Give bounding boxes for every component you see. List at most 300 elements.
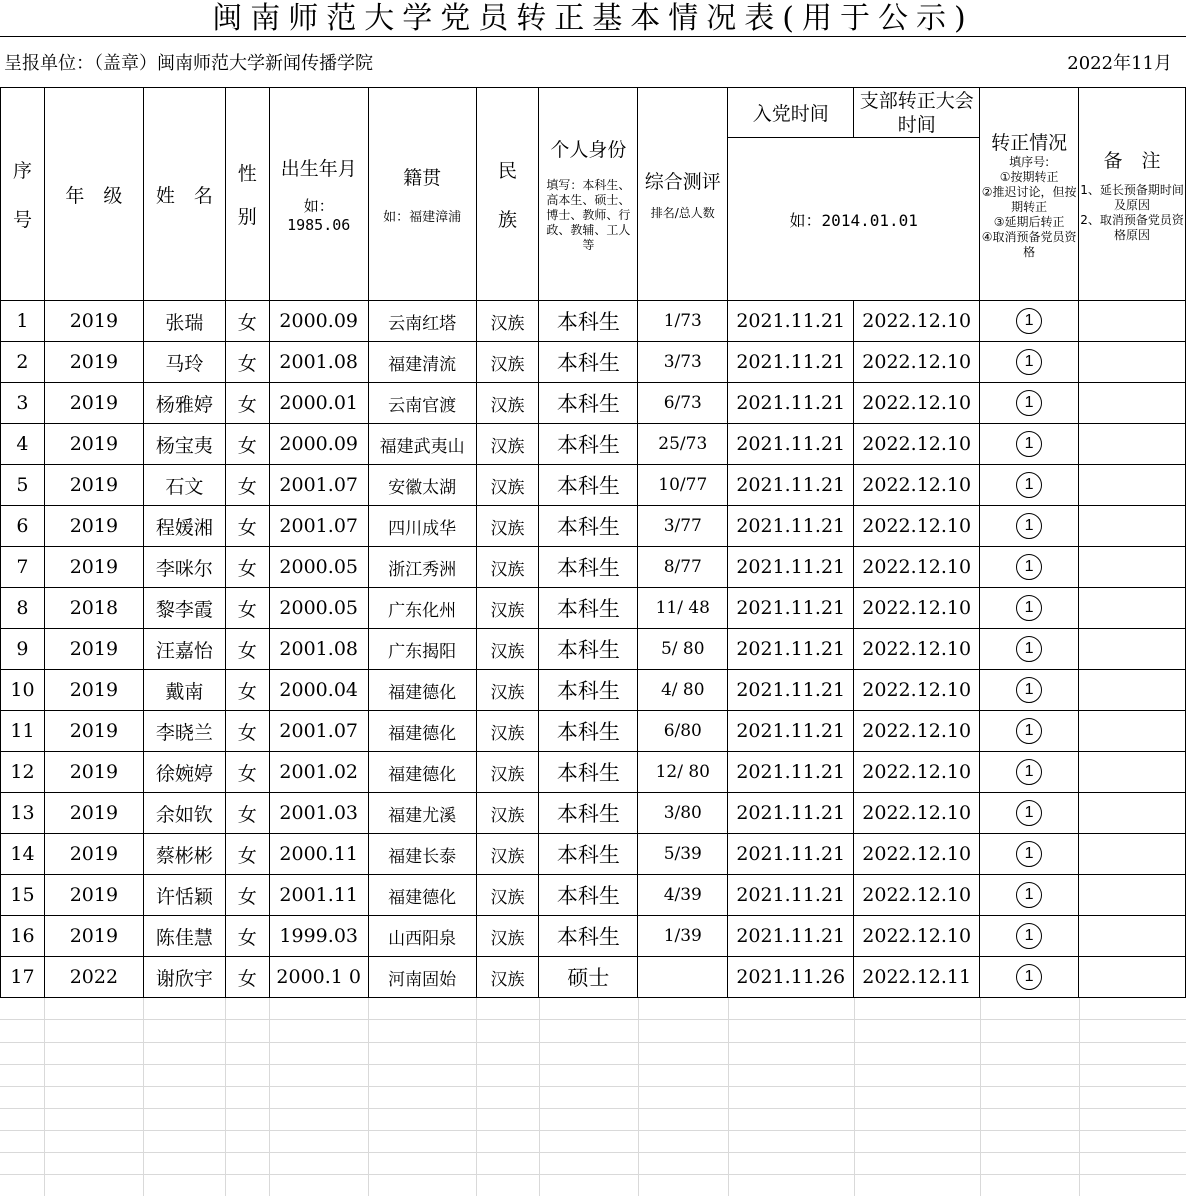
remark-cell: [1079, 752, 1186, 793]
circled-number: 1: [1016, 472, 1042, 498]
grade-cell: 2019: [44, 465, 143, 506]
birth-cell: 2000.05: [269, 588, 368, 629]
ethnic-cell: 汉族: [476, 916, 539, 957]
gender-cell: 女: [225, 670, 269, 711]
ethnic-cell: 汉族: [476, 506, 539, 547]
ethnic-cell: 汉族: [476, 424, 539, 465]
ethnic-cell: 汉族: [476, 834, 539, 875]
native-cell: 河南固始: [368, 957, 476, 998]
header-status-note-0: 填序号:: [1009, 155, 1050, 169]
header-birth-eg-value: 1985.06: [287, 216, 351, 234]
eval-cell: 4/39: [638, 875, 728, 916]
status-cell: [980, 957, 1079, 998]
circled-number: 1: [1016, 636, 1042, 662]
seq-cell: 5: [1, 465, 45, 506]
status-cell: [980, 465, 1079, 506]
circled-number: 1: [1016, 554, 1042, 580]
join-date-cell: 2021.11.21: [728, 916, 854, 957]
table-row: [1, 916, 1186, 957]
table-row: [1, 629, 1186, 670]
grade-cell: 2019: [44, 875, 143, 916]
circled-number: 1: [1016, 513, 1042, 539]
header-seq: [1, 88, 45, 301]
header-seq-2: 号: [12, 209, 32, 231]
table-row: [1, 834, 1186, 875]
grade-cell: 2022: [44, 957, 143, 998]
gender-cell: 女: [225, 793, 269, 834]
identity-cell: 本科生: [539, 875, 638, 916]
seq-cell: 11: [1, 711, 45, 752]
header-native-eg: 如：福建漳浦: [383, 210, 462, 225]
join-date-cell: 2021.11.21: [728, 875, 854, 916]
circled-number: 1: [1016, 718, 1042, 744]
native-cell: 福建尤溪: [368, 793, 476, 834]
header-meeting: 支部转正大会时间: [854, 88, 980, 138]
birth-cell: 2001.11: [269, 875, 368, 916]
gender-cell: 女: [225, 301, 269, 342]
ethnic-cell: 汉族: [476, 588, 539, 629]
eval-cell: 3/77: [638, 506, 728, 547]
reporting-unit: 呈报单位：（盖章）闽南师范大学新闻传播学院: [4, 53, 373, 74]
seq-cell: 12: [1, 752, 45, 793]
header-status-note-2: ②推迟讨论，但按期转正: [981, 185, 1077, 214]
header-ethnic: [476, 88, 539, 301]
status-cell: [980, 875, 1079, 916]
table-row: [1, 793, 1186, 834]
identity-cell: 本科生: [539, 547, 638, 588]
header-birth-label: 出生年月: [280, 158, 357, 180]
ethnic-cell: 汉族: [476, 957, 539, 998]
circled-number: 1: [1016, 390, 1042, 416]
identity-cell: 本科生: [539, 506, 638, 547]
native-cell: 云南红塔: [368, 301, 476, 342]
status-cell: [980, 342, 1079, 383]
birth-cell: 2001.08: [269, 629, 368, 670]
eval-cell: 1/39: [638, 916, 728, 957]
native-cell: 福建德化: [368, 711, 476, 752]
table-row: [1, 957, 1186, 998]
grade-cell: 2019: [44, 506, 143, 547]
name-cell: 许恬颖: [143, 875, 225, 916]
circled-number: 1: [1016, 308, 1042, 334]
party-member-table: [0, 87, 1186, 998]
remark-cell: [1079, 547, 1186, 588]
seq-cell: 17: [1, 957, 45, 998]
native-cell: 山西阳泉: [368, 916, 476, 957]
ethnic-cell: 汉族: [476, 875, 539, 916]
status-cell: [980, 711, 1079, 752]
join-date-cell: 2021.11.21: [728, 301, 854, 342]
ethnic-cell: 汉族: [476, 342, 539, 383]
meeting-date-cell: 2022.12.10: [854, 588, 980, 629]
identity-cell: 本科生: [539, 793, 638, 834]
name-cell: 杨雅婷: [143, 383, 225, 424]
join-date-cell: 2021.11.21: [728, 793, 854, 834]
header-status-note-4: ④取消预备党员资格: [981, 230, 1077, 259]
identity-cell: 本科生: [539, 834, 638, 875]
gender-cell: 女: [225, 916, 269, 957]
page-title: 闽南师范大学党员转正基本情况表(用于公示): [212, 1, 974, 36]
birth-cell: 2000.05: [269, 547, 368, 588]
gender-cell: 女: [225, 711, 269, 752]
remark-cell: [1079, 301, 1186, 342]
status-cell: [980, 670, 1079, 711]
eval-cell: 1/73: [638, 301, 728, 342]
report-date: 2022年11月: [1067, 53, 1172, 74]
table-row: [1, 670, 1186, 711]
header-grade: 年 级: [44, 88, 143, 301]
meeting-date-cell: 2022.12.10: [854, 424, 980, 465]
join-date-cell: 2021.11.21: [728, 588, 854, 629]
seq-cell: 1: [1, 301, 45, 342]
grade-cell: 2019: [44, 424, 143, 465]
ethnic-cell: 汉族: [476, 711, 539, 752]
meeting-date-cell: 2022.12.10: [854, 629, 980, 670]
grade-cell: 2019: [44, 629, 143, 670]
status-cell: [980, 916, 1079, 957]
table-row: [1, 588, 1186, 629]
status-cell: [980, 383, 1079, 424]
gender-cell: 女: [225, 424, 269, 465]
circled-number: 1: [1016, 923, 1042, 949]
gender-cell: 女: [225, 957, 269, 998]
ethnic-cell: 汉族: [476, 752, 539, 793]
identity-cell: 本科生: [539, 588, 638, 629]
status-cell: [980, 588, 1079, 629]
remark-cell: [1079, 629, 1186, 670]
header-status-label: 转正情况: [991, 132, 1068, 154]
header-ethnic-1: 民: [497, 160, 517, 182]
header-status-note-1: ①按期转正: [999, 170, 1059, 184]
circled-number: 1: [1016, 759, 1042, 785]
native-cell: 福建清流: [368, 342, 476, 383]
circled-number: 1: [1016, 882, 1042, 908]
table-body: [1, 301, 1186, 998]
header-native: [368, 88, 476, 301]
seq-cell: 16: [1, 916, 45, 957]
status-cell: [980, 301, 1079, 342]
identity-cell: 本科生: [539, 301, 638, 342]
eval-cell: 10/77: [638, 465, 728, 506]
identity-cell: 本科生: [539, 670, 638, 711]
name-cell: 马玲: [143, 342, 225, 383]
name-cell: 杨宝夷: [143, 424, 225, 465]
header-gender-2: 别: [237, 206, 257, 228]
native-cell: 福建德化: [368, 875, 476, 916]
identity-cell: 硕士: [539, 957, 638, 998]
join-date-cell: 2021.11.21: [728, 752, 854, 793]
native-cell: 浙江秀洲: [368, 547, 476, 588]
header-row-top: [1, 88, 1186, 138]
native-cell: 福建德化: [368, 670, 476, 711]
table-row: [1, 547, 1186, 588]
grade-cell: 2019: [44, 383, 143, 424]
join-date-cell: 2021.11.21: [728, 670, 854, 711]
circled-number: 1: [1016, 677, 1042, 703]
meeting-date-cell: 2022.12.10: [854, 547, 980, 588]
seq-cell: 2: [1, 342, 45, 383]
header-status: [980, 88, 1079, 301]
birth-cell: 2000.09: [269, 424, 368, 465]
native-cell: 福建德化: [368, 752, 476, 793]
eval-cell: 5/39: [638, 834, 728, 875]
remark-cell: [1079, 424, 1186, 465]
join-date-cell: 2021.11.26: [728, 957, 854, 998]
header-eval-label: 综合测评: [644, 171, 721, 193]
header-identity: [539, 88, 638, 301]
meeting-date-cell: 2022.12.10: [854, 301, 980, 342]
header-identity-label: 个人身份: [550, 139, 627, 161]
name-cell: 余如钦: [143, 793, 225, 834]
eval-cell: 8/77: [638, 547, 728, 588]
meeting-date-cell: 2022.12.10: [854, 506, 980, 547]
seq-cell: 7: [1, 547, 45, 588]
remark-cell: [1079, 793, 1186, 834]
join-date-cell: 2021.11.21: [728, 629, 854, 670]
table-row: [1, 465, 1186, 506]
title-rule: [0, 36, 1186, 37]
remark-cell: [1079, 957, 1186, 998]
grade-cell: 2019: [44, 793, 143, 834]
ethnic-cell: 汉族: [476, 547, 539, 588]
seq-cell: 10: [1, 670, 45, 711]
join-date-cell: 2021.11.21: [728, 342, 854, 383]
ethnic-cell: 汉族: [476, 629, 539, 670]
native-cell: 云南官渡: [368, 383, 476, 424]
birth-cell: 2001.07: [269, 711, 368, 752]
grade-cell: 2018: [44, 588, 143, 629]
eval-cell: 11/ 48: [638, 588, 728, 629]
header-status-note-3: ③延期后转正: [993, 215, 1065, 229]
status-cell: [980, 424, 1079, 465]
seq-cell: 4: [1, 424, 45, 465]
native-cell: 广东揭阳: [368, 629, 476, 670]
seq-cell: 3: [1, 383, 45, 424]
join-date-cell: 2021.11.21: [728, 834, 854, 875]
status-cell: [980, 547, 1079, 588]
meeting-date-cell: 2022.12.10: [854, 834, 980, 875]
identity-cell: 本科生: [539, 342, 638, 383]
grade-cell: 2019: [44, 711, 143, 752]
table-row: [1, 711, 1186, 752]
eval-cell: 4/ 80: [638, 670, 728, 711]
gender-cell: 女: [225, 834, 269, 875]
eval-cell: 3/73: [638, 342, 728, 383]
native-cell: 福建长泰: [368, 834, 476, 875]
table-row: [1, 424, 1186, 465]
native-cell: 广东化州: [368, 588, 476, 629]
native-cell: 四川成华: [368, 506, 476, 547]
meeting-date-cell: 2022.12.11: [854, 957, 980, 998]
identity-cell: 本科生: [539, 752, 638, 793]
birth-cell: 2001.07: [269, 465, 368, 506]
remark-cell: [1079, 670, 1186, 711]
header-join: 入党时间: [728, 88, 854, 138]
name-cell: 蔡彬彬: [143, 834, 225, 875]
gender-cell: 女: [225, 342, 269, 383]
meeting-date-cell: 2022.12.10: [854, 875, 980, 916]
eval-cell: [638, 957, 728, 998]
meeting-date-cell: 2022.12.10: [854, 465, 980, 506]
ethnic-cell: 汉族: [476, 793, 539, 834]
remark-cell: [1079, 465, 1186, 506]
eval-cell: 3/80: [638, 793, 728, 834]
eval-cell: 6/73: [638, 383, 728, 424]
meeting-date-cell: 2022.12.10: [854, 916, 980, 957]
name-cell: 张瑞: [143, 301, 225, 342]
birth-cell: 1999.03: [269, 916, 368, 957]
remark-cell: [1079, 916, 1186, 957]
remark-cell: [1079, 711, 1186, 752]
header-birth-eg: 如：: [303, 197, 334, 215]
table-row: [1, 506, 1186, 547]
meeting-date-cell: 2022.12.10: [854, 670, 980, 711]
name-cell: 李晓兰: [143, 711, 225, 752]
header-name: 姓 名: [143, 88, 225, 301]
grade-cell: 2019: [44, 916, 143, 957]
header-remark-note-0: 1、延长预备期时间及原因: [1080, 182, 1184, 212]
remark-cell: [1079, 875, 1186, 916]
table-row: [1, 875, 1186, 916]
circled-number: 1: [1016, 349, 1042, 375]
eval-cell: 6/80: [638, 711, 728, 752]
meeting-date-cell: 2022.12.10: [854, 793, 980, 834]
identity-cell: 本科生: [539, 465, 638, 506]
birth-cell: 2001.07: [269, 506, 368, 547]
seq-cell: 6: [1, 506, 45, 547]
join-date-cell: 2021.11.21: [728, 506, 854, 547]
identity-cell: 本科生: [539, 629, 638, 670]
table-row: [1, 301, 1186, 342]
join-date-cell: 2021.11.21: [728, 424, 854, 465]
identity-cell: 本科生: [539, 916, 638, 957]
status-cell: [980, 629, 1079, 670]
circled-number: 1: [1016, 841, 1042, 867]
header-gender: [225, 88, 269, 301]
status-cell: [980, 506, 1079, 547]
header-birth: [269, 88, 368, 301]
meeting-date-cell: 2022.12.10: [854, 383, 980, 424]
meeting-date-cell: 2022.12.10: [854, 342, 980, 383]
circled-number: 1: [1016, 964, 1042, 990]
birth-cell: 2000.1 0: [269, 957, 368, 998]
birth-cell: 2000.04: [269, 670, 368, 711]
grade-cell: 2019: [44, 752, 143, 793]
table-row: [1, 752, 1186, 793]
name-cell: 汪嘉怡: [143, 629, 225, 670]
birth-cell: 2000.09: [269, 301, 368, 342]
grade-cell: 2019: [44, 670, 143, 711]
status-cell: [980, 752, 1079, 793]
status-cell: [980, 793, 1079, 834]
identity-cell: 本科生: [539, 711, 638, 752]
join-date-cell: 2021.11.21: [728, 711, 854, 752]
circled-number: 1: [1016, 595, 1042, 621]
name-cell: 谢欣宇: [143, 957, 225, 998]
meeting-date-cell: 2022.12.10: [854, 711, 980, 752]
remark-cell: [1079, 588, 1186, 629]
header-remark-label: 备 注: [1103, 149, 1161, 172]
status-cell: [980, 834, 1079, 875]
native-cell: 福建武夷山: [368, 424, 476, 465]
join-date-cell: 2021.11.21: [728, 465, 854, 506]
birth-cell: 2001.08: [269, 342, 368, 383]
header-identity-note: 填写：本科生、高本生、硕士、博士、教师、行政、教辅、工人等: [546, 178, 631, 252]
join-date-cell: 2021.11.21: [728, 383, 854, 424]
seq-cell: 8: [1, 588, 45, 629]
grade-cell: 2019: [44, 834, 143, 875]
gender-cell: 女: [225, 547, 269, 588]
identity-cell: 本科生: [539, 383, 638, 424]
grade-cell: 2019: [44, 342, 143, 383]
ethnic-cell: 汉族: [476, 465, 539, 506]
ethnic-cell: 汉族: [476, 670, 539, 711]
eval-cell: 12/ 80: [638, 752, 728, 793]
remark-cell: [1079, 506, 1186, 547]
remark-cell: [1079, 342, 1186, 383]
grade-cell: 2019: [44, 547, 143, 588]
name-cell: 黎李霞: [143, 588, 225, 629]
table-row: [1, 383, 1186, 424]
header-ethnic-2: 族: [497, 209, 517, 231]
gender-cell: 女: [225, 465, 269, 506]
join-date-cell: 2021.11.21: [728, 547, 854, 588]
ethnic-cell: 汉族: [476, 301, 539, 342]
header-remark-note-1: 2、取消预备党员资格原因: [1080, 212, 1184, 242]
native-cell: 安徽太湖: [368, 465, 476, 506]
birth-cell: 2001.02: [269, 752, 368, 793]
circled-number: 1: [1016, 800, 1042, 826]
name-cell: 程媛湘: [143, 506, 225, 547]
birth-cell: 2001.03: [269, 793, 368, 834]
name-cell: 陈佳慧: [143, 916, 225, 957]
birth-cell: 2000.01: [269, 383, 368, 424]
circled-number: 1: [1016, 431, 1042, 457]
remark-cell: [1079, 383, 1186, 424]
gender-cell: 女: [225, 875, 269, 916]
header-native-label: 籍贯: [403, 167, 442, 189]
header-eval: [638, 88, 728, 301]
gender-cell: 女: [225, 752, 269, 793]
header-remark: [1079, 88, 1186, 301]
identity-cell: 本科生: [539, 424, 638, 465]
birth-cell: 2000.11: [269, 834, 368, 875]
gender-cell: 女: [225, 506, 269, 547]
seq-cell: 9: [1, 629, 45, 670]
seq-cell: 15: [1, 875, 45, 916]
table-row: [1, 342, 1186, 383]
seq-cell: 14: [1, 834, 45, 875]
name-cell: 戴南: [143, 670, 225, 711]
gender-cell: 女: [225, 629, 269, 670]
gender-cell: 女: [225, 383, 269, 424]
gender-cell: 女: [225, 588, 269, 629]
header-eval-note: 排名/总人数: [650, 206, 715, 220]
header-time-eg: 如：2014.01.01: [728, 138, 980, 301]
header-seq-1: 序: [12, 160, 32, 182]
name-cell: 徐婉婷: [143, 752, 225, 793]
eval-cell: 25/73: [638, 424, 728, 465]
header-gender-1: 性: [237, 163, 257, 185]
empty-grid-rows: [0, 997, 1186, 1196]
remark-cell: [1079, 834, 1186, 875]
meeting-date-cell: 2022.12.10: [854, 752, 980, 793]
ethnic-cell: 汉族: [476, 383, 539, 424]
grade-cell: 2019: [44, 301, 143, 342]
eval-cell: 5/ 80: [638, 629, 728, 670]
seq-cell: 13: [1, 793, 45, 834]
name-cell: 石文: [143, 465, 225, 506]
